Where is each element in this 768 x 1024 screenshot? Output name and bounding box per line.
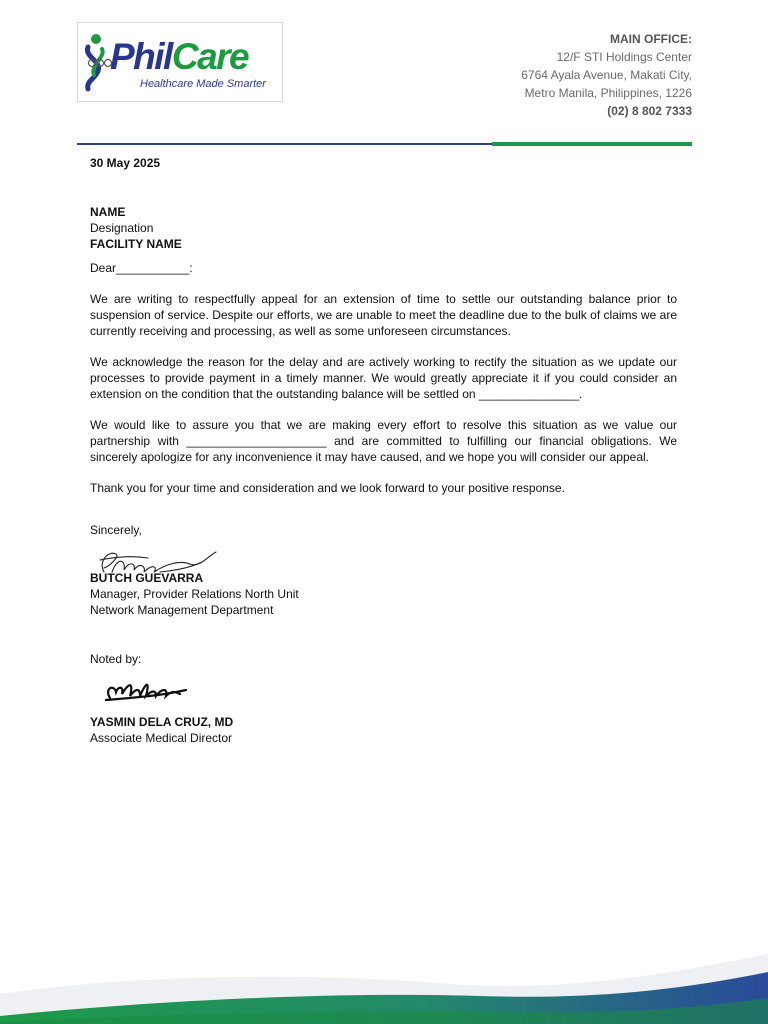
closing: Sincerely, [90,523,142,537]
recipient-facility: FACILITY NAME [90,237,182,251]
office-address-line2: 6764 Ayala Avenue, Makati City, [521,68,692,82]
letter-date: 30 May 2025 [90,156,161,170]
signatory1-title: Manager, Provider Relations North Unit [90,587,299,601]
office-address-line3: Metro Manila, Philippines, 1226 [524,86,692,100]
signature-yasmin-dela-cruz [90,676,200,706]
paragraph-3: We would like to assure you that we are making every effort to resolve this situation as we value our partnership with _____________________ and are committed to fulfilling our financial obligations. We sincerely apologize for any inconvenience it may have caused, and we hope you will consider our appeal. [90,418,677,464]
recipient-designation: Designation [90,221,154,235]
signatory2-title: Associate Medical Director [90,731,233,745]
logo-wordmark-care: Care [171,36,249,77]
logo-tagline: Healthcare Made Smarter [140,78,266,90]
office-phone: (02) 8 802 7333 [607,104,692,118]
footer-wave [0,954,768,1024]
letter-body [90,155,677,746]
paragraph-1: We are writing to respectfully appeal for an extension of time to settle our outstanding balance prior to suspension of service. Despite our efforts, we are unable to meet the deadline due to the bulk of claims we are currently receiving and processing, as well as some unforeseen circumstances. [90,292,677,338]
company-logo [77,22,283,102]
logo-figure-icon [82,31,112,93]
logo-wordmark-phil: Phil [110,36,172,77]
salutation: Dear___________: [90,261,193,275]
header-rule-blue [77,143,492,145]
signatory1-name: BUTCH GUEVARRA [90,571,204,585]
signatory2-name: YASMIN DELA CRUZ, MD [90,715,234,729]
paragraph-4: Thank you for your time and consideration and we look forward to your positive response. [90,481,565,495]
recipient-name: NAME [90,205,126,219]
office-address-line1: 12/F STI Holdings Center [556,50,692,64]
office-address-block [521,30,692,120]
header-rule-green [492,142,692,146]
signatory1-department: Network Management Department [90,603,274,617]
noted-by-label: Noted by: [90,652,142,666]
logo-wordmark [110,37,248,77]
paragraph-2: We acknowledge the reason for the delay and are actively working to rectify the situation as we update our processes to provide payment in a timely manner. We would greatly appreciate it if you could consider an extension on the condition that the outstanding balance will be settled on _______________. [90,355,677,401]
office-title: MAIN OFFICE: [610,32,692,46]
